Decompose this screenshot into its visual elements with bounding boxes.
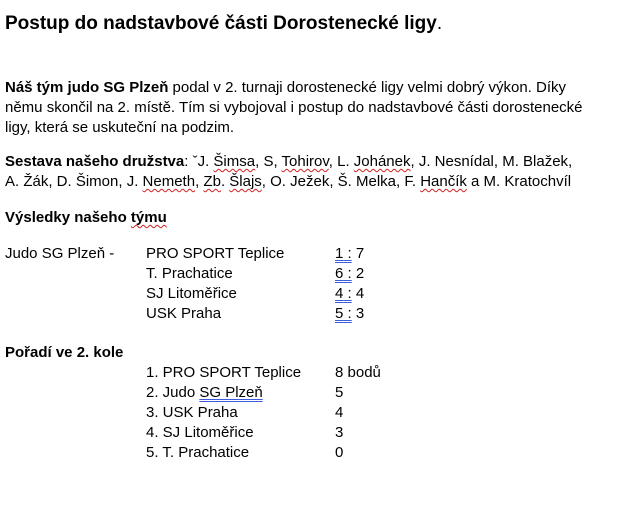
results-team-label: Judo SG Plzeň - bbox=[5, 245, 115, 262]
intro-line-3: ligy, která se uskuteční na podzim. bbox=[5, 119, 234, 136]
roster-text: , L. bbox=[328, 153, 354, 170]
intro-paragraph bbox=[5, 78, 617, 138]
score-sep: : bbox=[343, 245, 352, 262]
roster-name-misspelled: Šlajs bbox=[229, 173, 262, 190]
ranking-team-text: 5. T. Prachatice bbox=[146, 444, 250, 461]
ranking-team bbox=[146, 423, 254, 443]
roster-name-misspelled: Šimsa bbox=[213, 153, 256, 170]
score-us: 4 bbox=[335, 285, 344, 302]
score-them: 3 bbox=[351, 305, 365, 322]
ranking-points: 5 bbox=[335, 384, 344, 401]
match-score bbox=[335, 304, 364, 324]
opponent-name: SJ Litoměřice bbox=[146, 285, 237, 302]
score-them: 4 bbox=[351, 285, 365, 302]
score-marked bbox=[335, 285, 352, 302]
score-sep: : bbox=[343, 265, 352, 282]
ranking-team-text: 1. PRO SPORT Teplice bbox=[146, 364, 302, 381]
roster-line-1 bbox=[5, 152, 617, 172]
ranking-team-marked: SG Plzeň bbox=[199, 384, 263, 401]
roster-text: , J. Nesnídal, M. Blažek, bbox=[410, 153, 573, 170]
roster-name-misspelled: Hančík bbox=[420, 173, 467, 190]
roster-name-misspelled: Zb bbox=[203, 173, 221, 190]
intro-line-1-rest: podal v 2. turnaji dorostenecké ligy velmi dobrý výkon. Díky bbox=[168, 79, 567, 96]
ranking-team bbox=[146, 383, 263, 403]
score-marked bbox=[335, 305, 352, 322]
intro-line-1 bbox=[5, 78, 617, 98]
ranking-team bbox=[146, 403, 238, 423]
ranking-team-text: 2. Judo bbox=[146, 384, 200, 401]
roster-text: A. Žák, D. Šimon, J. bbox=[5, 173, 143, 190]
match-score bbox=[335, 264, 364, 284]
roster-paragraph bbox=[5, 152, 617, 192]
ranking-team bbox=[146, 443, 249, 463]
roster-label: Sestava našeho družstva bbox=[5, 153, 185, 170]
score-them: 7 bbox=[351, 245, 365, 262]
roster-name-misspelled: Tohirov bbox=[281, 153, 329, 170]
roster-text: : ˇJ. bbox=[184, 153, 214, 170]
roster-name-misspelled: Johánek bbox=[353, 153, 411, 170]
score-marked bbox=[335, 265, 352, 282]
roster-text: , S, bbox=[255, 153, 282, 170]
roster-text: , bbox=[195, 173, 204, 190]
roster-text: . bbox=[220, 173, 230, 190]
match-score bbox=[335, 284, 364, 304]
opponent-name: PRO SPORT Teplice bbox=[146, 245, 285, 262]
results-heading-text: Výsledky našeho bbox=[5, 209, 131, 226]
ranking-points: 8 bodů bbox=[335, 364, 381, 381]
results-heading bbox=[5, 208, 167, 228]
intro-line-2: němu skončil na 2. místě. Tím si vybojoval i postup do nadstavbové části dorostenecké bbox=[5, 99, 583, 116]
score-us: 5 bbox=[335, 305, 344, 322]
roster-line-2 bbox=[5, 172, 617, 192]
ranking-team-text: 3. USK Praha bbox=[146, 404, 238, 421]
score-marked bbox=[335, 245, 352, 262]
roster-text: a M. Kratochvíl bbox=[466, 173, 572, 190]
ranking-points: 4 bbox=[335, 404, 344, 421]
ranking-team-text: 4. SJ Litoměřice bbox=[146, 424, 254, 441]
opponent-name: USK Praha bbox=[146, 305, 222, 322]
roster-name-misspelled: Nemeth bbox=[142, 173, 196, 190]
title-dot: . bbox=[436, 13, 443, 34]
ranking-team bbox=[146, 363, 301, 383]
ranking-points: 3 bbox=[335, 424, 344, 441]
score-them: 2 bbox=[351, 265, 365, 282]
opponent-name: T. Prachatice bbox=[146, 265, 233, 282]
score-sep: : bbox=[343, 285, 352, 302]
roster-text: , O. Ježek, Š. Melka, F. bbox=[261, 173, 421, 190]
score-us: 1 bbox=[335, 245, 344, 262]
results-heading-squiggle: týmu bbox=[130, 209, 167, 226]
ranking-heading: Pořadí ve 2. kole bbox=[5, 344, 124, 361]
page-title bbox=[5, 13, 442, 35]
match-score bbox=[335, 244, 364, 264]
title-text: Postup do nadstavbové části Dorostenecké ligy bbox=[5, 13, 437, 34]
team-name-bold: Náš tým judo SG Plzeň bbox=[5, 79, 169, 96]
score-sep: : bbox=[343, 305, 352, 322]
ranking-points: 0 bbox=[335, 444, 344, 461]
score-us: 6 bbox=[335, 265, 344, 282]
